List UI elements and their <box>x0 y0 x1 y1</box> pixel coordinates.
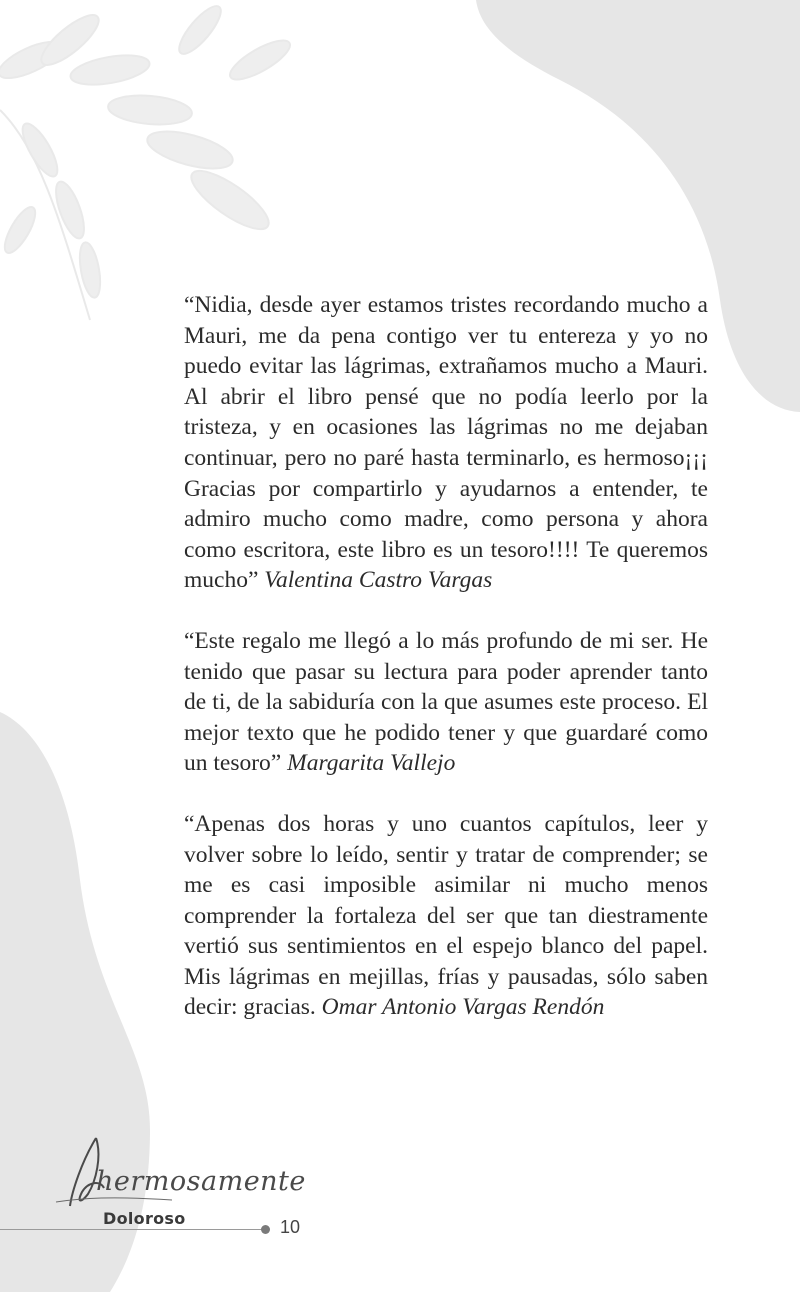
leaf-decoration <box>0 1 295 320</box>
testimonial-3 <box>184 809 708 1023</box>
testimonial-author: Omar Antonio Vargas Rendón <box>321 994 605 1021</box>
testimonial-author: Valentina Castro Vargas <box>264 567 493 594</box>
testimonials <box>184 290 708 1053</box>
testimonial-text: “Este regalo me llegó a lo más profundo de mi ser. He tenido que pasar su lectura para poder aprender tanto de ti, de la sabiduría con la que asumes este proceso. El mejor texto que he podido tener y que guardaré como un tesoro” <box>184 627 708 777</box>
logo-script-word: hermosamente <box>96 1166 306 1197</box>
footer-dot-icon <box>261 1225 270 1234</box>
testimonial-text: “Apenas dos horas y uno cuantos capítulos, leer y volver sobre lo leído, sentir y tratar de comprender; se me es casi imposible asimilar ni mucho menos comprender la fortaleza del ser que tan diestramente vertió sus sentimientos en el espejo blanco del papel. Mis lágrimas en mejillas, frías y pausadas, sólo saben decir: gracias. <box>184 810 708 1021</box>
testimonial-1 <box>184 290 708 596</box>
testimonial-2 <box>184 626 708 779</box>
testimonial-author: Margarita Vallejo <box>287 750 456 777</box>
footer-rule <box>0 1229 262 1230</box>
testimonial-text: “Nidia, desde ayer estamos tristes recordando mucho a Mauri, me da pena contigo ver tu entereza y yo no puedo evitar las lágrimas, extrañamos mucho a Mauri. Al abrir el libro pensé que no podía leerlo por la tristeza, y en ocasiones las lágrimas no me dejaban continuar, pero no paré hasta terminarlo, es hermoso¡¡¡ Gracias por compartirlo y ayudarnos a entender, te admiro mucho como madre, como persona y ahora como escritora, este libro es un tesoro!!!! Te queremos mucho” <box>184 292 708 594</box>
page-number: 10 <box>280 1217 301 1237</box>
logo-subtitle: Doloroso <box>103 1209 186 1228</box>
